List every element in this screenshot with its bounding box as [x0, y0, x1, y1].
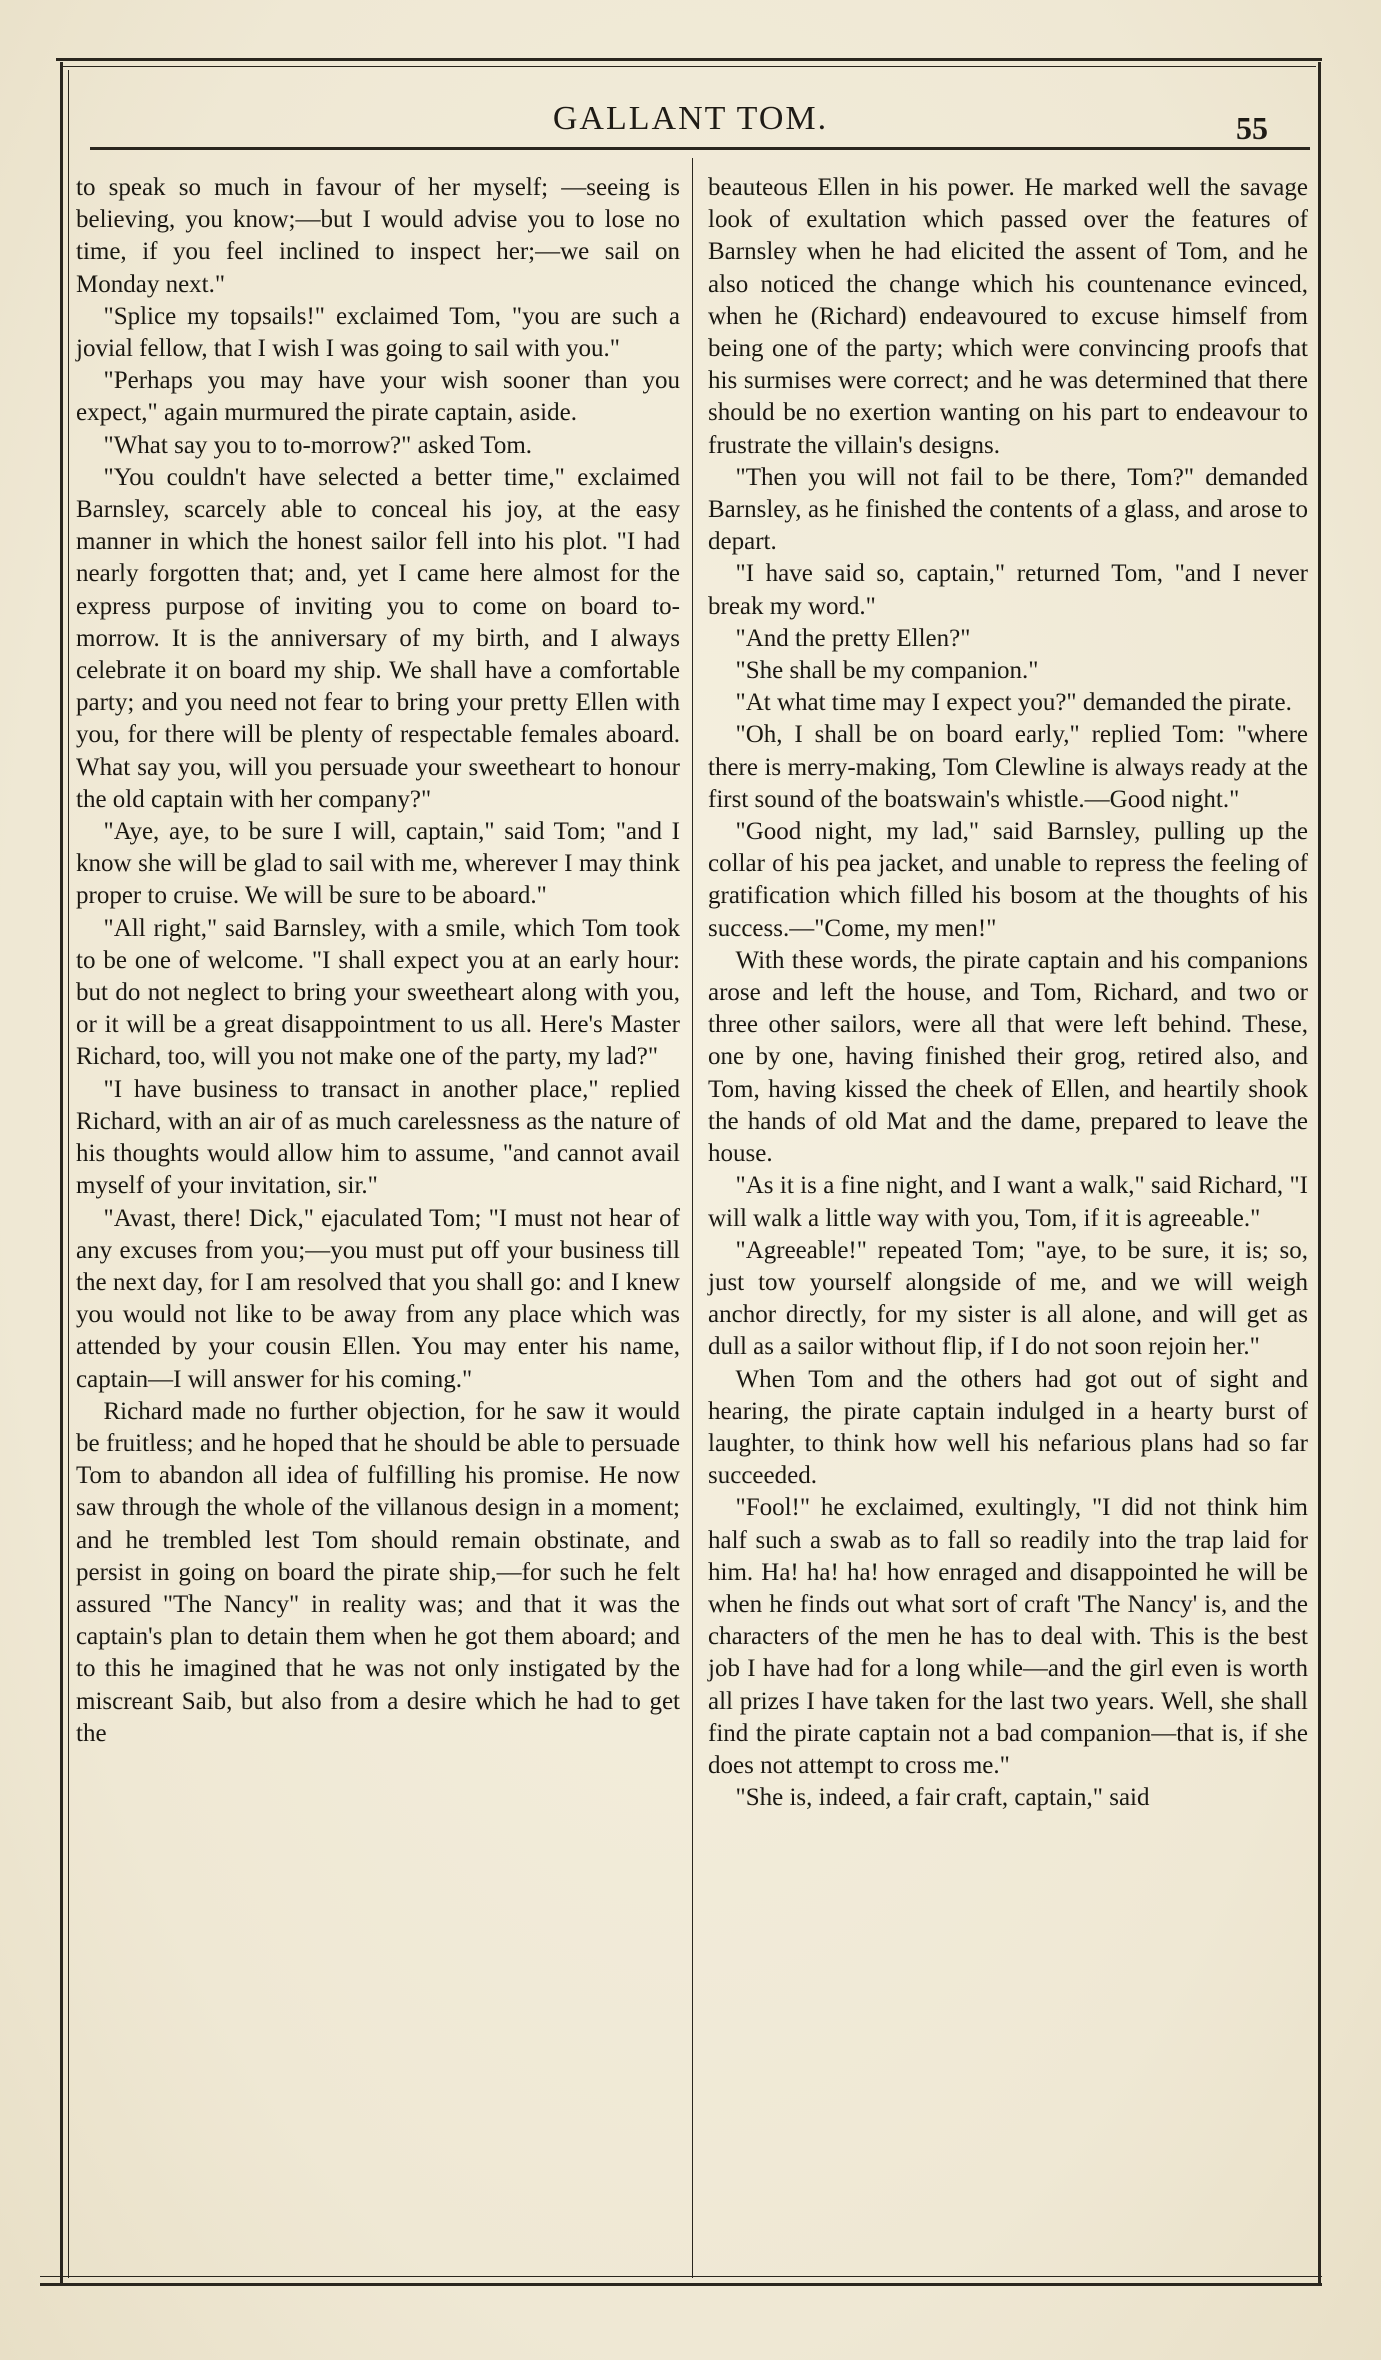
paragraph: "And the pretty Ellen?" — [735, 624, 971, 652]
paragraph: "As it is a fine night, and I want a walk," said Richard, "I will walk a little way with you, Tom, if it is agreeable." — [708, 1172, 1308, 1232]
header-underline-rule — [90, 147, 1310, 150]
running-header-title: GALLANT TOM. — [552, 100, 829, 137]
paragraph: "What say you to to-morrow?" asked Tom. — [103, 431, 533, 459]
paragraph: "All right," said Barnsley, with a smile, which Tom took to be one of welcome. "I shall expect you at an early hour: but do not neglect to bring your sweetheart along with you, or it will be a great disappointment to us all. Here's Master Richard, too, will you not make one of the party, my lad?" — [76, 914, 680, 1071]
paragraph: to speak so much in favour of her myself; —seeing is believing, you know;—but I would advise you to lose no time, if you feel inclined to inspect her;—we sail on Monday next." — [76, 174, 680, 298]
paragraph: "Splice my topsails!" exclaimed Tom, "you are such a jovial fellow, that I wish I was going to sail with you." — [76, 302, 680, 363]
paragraph: "You couldn't have selected a better time," exclaimed Barnsley, scarcely able to conceal his joy, at the easy manner in which the honest sailor fell into his plot. "I had nearly forgotten that; and, yet I came here almost for the express purpose of inviting you to come on board to-morrow. It is the anniversary of my birth, and I always celebrate it on board my ship. We shall have a comfortable party; and you need not fear to bring your pretty Ellen with you, for there will be plenty of respectable females aboard. What say you, will you persuade your sweetheart to honour the old captain with her company?" — [76, 463, 680, 813]
column-divider-rule — [692, 158, 693, 2278]
paragraph: "Perhaps you may have your wish sooner than you expect," again murmured the pirate captain, aside. — [76, 367, 680, 427]
bottom-border-rule — [40, 2276, 1322, 2277]
paragraph: "At what time may I expect you?" demanded the pirate. — [735, 689, 1292, 717]
paragraph: When Tom and the others had got out of sight and hearing, the pirate captain indulged in a hearty burst of laughter, to think how well his nefarious plans had so far succeeded. — [708, 1365, 1308, 1490]
paragraph: beauteous Ellen in his power. He marked well the savage look of exultation which passed over the features of Barnsley when he had elicited the assent of Tom, and he also noticed the change which his countenance evinced, when he (Richard) endeavoured to excuse himself from being one of the party; which were convincing proofs that his surmises were correct; and he was determined that there should be no exertion wanting on his part to endeavour to frustrate the villain's designs. — [708, 174, 1308, 459]
paragraph: "I have said so, captain," returned Tom, "and I never break my word." — [708, 560, 1308, 620]
paragraph: With these words, the pirate captain and his companions arose and left the house, and Tom, Richard, and two or three other sailors, were all that were left behind. These, one by one, having finished their grog, retired also, and Tom, having kissed the cheek of Ellen, and heartily shook the hands of old Mat and the dame, prepared to leave the house. — [708, 946, 1308, 1168]
right-border-rule — [1318, 62, 1321, 2284]
top-border-rule-inner — [62, 66, 1316, 67]
paragraph: Richard made no further objection, for he saw it would be fruitless; and he hoped that he should be able to persuade Tom to abandon all idea of fulfilling his promise. He now saw through the whole of the villanous design in a moment; and he trembled lest Tom should remain obstinate, and persist in going on board the pirate ship,—for such he felt assured "The Nancy" in reality was; and that it was the captain's plan to detain them when he got them aboard; and to this he imagined that he was not only instigated by the miscreant Saib, but also from a desire which he had to get the — [76, 1397, 680, 1747]
paragraph: "Avast, there! Dick," ejaculated Tom; "I must not hear of any excuses from you;—you must put off your business till the next day, for I am resolved that you shall go: and I knew you would not like to be away from any place which was attended by your cousin Ellen. You may enter his name, captain—I will answer for his coming." — [76, 1204, 680, 1393]
paragraph: "I have business to transact in another place," replied Richard, with an air of as much carelessness as the nature of his thoughts would allow him to assume, "and cannot avail myself of your invitation, sir." — [76, 1075, 680, 1200]
left-border-rule-inner — [68, 70, 69, 2278]
paragraph: "Aye, aye, to be sure I will, captain," said Tom; "and I know she will be glad to sail with me, wherever I may think proper to cruise. We will be sure to be aboard." — [76, 818, 680, 910]
left-text-column — [76, 172, 680, 1750]
top-border-rule — [56, 58, 1322, 61]
left-border-rule — [60, 62, 63, 2284]
paragraph: "She shall be my companion." — [735, 657, 1039, 685]
paragraph: "Good night, my lad," said Barnsley, pulling up the collar of his pea jacket, and unable to repress the feeling of gratification which filled his bosom at the thoughts of his success.—"Come, my men!" — [708, 818, 1308, 942]
paragraph: "Agreeable!" repeated Tom; "aye, to be sure, it is; so, just tow yourself alongside of me, and we will weigh anchor directly, for my sister is all alone, and will get as dull as a sailor without flip, if I do not soon rejoin her." — [708, 1236, 1308, 1361]
bottom-border-rule-thick — [40, 2283, 1322, 2286]
page-number: 55 — [1236, 110, 1268, 146]
right-text-column — [708, 172, 1308, 1814]
paragraph: "Fool!" he exclaimed, exultingly, "I did not think him half such a swab as to fall so readily into the trap laid for him. Ha! ha! ha! how enraged and disappointed he will be when he finds out what sort of craft 'The Nancy' is, and the characters of the men he has to deal with. This is the best job I have had for a long while—and the girl even is worth all prizes I have taken for the last two years. Well, she shall find the pirate captain not a bad companion—that is, if she does not attempt to cross me." — [708, 1494, 1308, 1779]
paragraph: "She is, indeed, a fair craft, captain," said — [735, 1784, 1150, 1812]
paragraph: "Then you will not fail to be there, Tom?" demanded Barnsley, as he finished the contents of a glass, and arose to depart. — [708, 463, 1308, 556]
paragraph: "Oh, I shall be on board early," replied Tom: "where there is merry-making, Tom Clewline is always ready at the first sound of the boatswain's whistle.—Good night." — [708, 721, 1308, 813]
